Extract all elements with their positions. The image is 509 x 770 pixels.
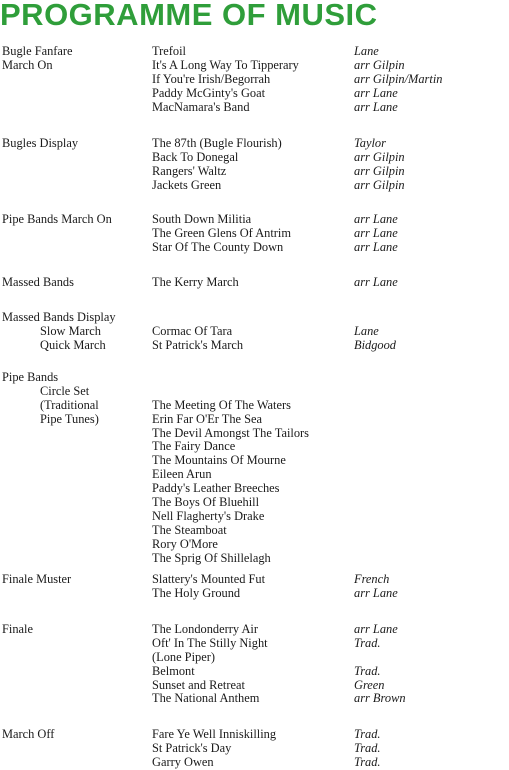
tune-list [152,276,352,290]
composer-credit: arr Lane [354,212,398,226]
tune-title: Jackets Green [152,177,222,192]
composer-credit: arr Gilpin/Martin [354,71,443,86]
composer-credit: arr Lane [354,585,398,600]
tune-title: The Holy Ground [152,585,241,600]
tune-title: South Down Militia [152,212,252,226]
category-subline: Circle Set [40,383,90,398]
tune-title: The Green Glens Of Antrim [152,225,292,240]
composer-credit: arr Lane [354,85,398,100]
tune-title: Eileen Arun [152,467,212,482]
composer-credit: arr Lane [354,239,398,254]
composer-list [354,137,509,193]
tune-title: Sunset and Retreat [152,677,245,692]
composer-credit: Lane [354,323,379,338]
tune-title: Erin Far O'Er The Sea [152,411,263,426]
section-category [2,45,150,73]
composer-list [354,213,509,255]
category-line: March Off [2,727,55,741]
category-line: Massed Bands Display [2,310,116,324]
tune-title: Rory O'More [152,536,218,551]
composer-credit: Trad. [354,754,381,769]
tune-title: Trefoil [152,44,186,58]
tune-title: The National Anthem [152,691,260,706]
composer-credit: Trad. [354,727,381,741]
tune-title [152,385,352,399]
tune-title: Oft' In The Stilly Night [152,635,268,650]
tune-title: The Kerry March [152,275,239,289]
category-subline: Slow March [40,323,101,338]
tune-title: The Steamboat [152,522,227,537]
composer-credit [354,651,509,665]
composer-credit: arr Lane [354,622,398,636]
tune-title: The 87th (Bugle Flourish) [152,136,282,150]
composer-credit: Trad. [354,740,381,755]
section-category [2,728,150,742]
section-category [2,276,150,290]
tune-title: Belmont [152,663,195,678]
tune-title: Garry Owen [152,754,214,769]
category-subline: Pipe Tunes) [40,411,99,426]
composer-credit: Taylor [354,136,386,150]
tune-title [152,371,352,385]
composer-credit: arr Brown [354,691,406,706]
composer-list [354,728,509,770]
section-category [2,311,150,353]
tune-title: If You're Irish/Begorrah [152,71,271,86]
tune-list [152,137,352,193]
category-line: Finale [2,622,33,636]
category-line: Finale Muster [2,572,72,586]
section-category [2,573,150,587]
tune-title: Back To Donegal [152,149,239,164]
composer-credit: French [354,572,390,586]
tune-title: The Mountains Of Mourne [152,453,286,468]
tune-title: The Devil Amongst The Tailors [152,425,309,440]
tune-title: Fare Ye Well Inniskilling [152,727,277,741]
tune-title: The Meeting Of The Waters [152,397,291,412]
composer-list [354,311,509,353]
section-category [2,623,150,637]
composer-credit: Trad. [354,635,381,650]
tune-list [152,213,352,255]
page-title: PROGRAMME OF MUSIC [0,0,378,32]
composer-credit: arr Lane [354,275,398,289]
composer-list [354,276,509,290]
tune-list [152,371,352,565]
tune-title: The Boys Of Bluehill [152,495,260,510]
composer-credit: arr Lane [354,225,398,240]
tune-title: St Patrick's Day [152,740,232,755]
category-line: March On [2,57,53,72]
tune-list [152,728,352,770]
tune-title: (Lone Piper) [152,649,215,664]
composer-credit: arr Gilpin [354,163,405,178]
category-subline: Quick March [40,337,106,352]
tune-list [152,573,352,601]
category-line: Pipe Bands March On [2,212,112,226]
tune-title: The Londonderry Air [152,622,258,636]
composer-credit [354,311,509,325]
tune-title: It's A Long Way To Tipperary [152,57,299,72]
composer-credit: arr Lane [354,99,398,114]
tune-list [152,311,352,353]
tune-title: Slattery's Mounted Fut [152,572,266,586]
composer-credit: Green [354,677,385,692]
composer-list [354,573,509,601]
composer-credit: arr Gilpin [354,57,405,72]
composer-list [354,45,509,114]
section-category [2,213,150,227]
category-line: Bugle Fanfare [2,44,73,58]
category-line: Bugles Display [2,136,79,150]
tune-title: Star Of The County Down [152,239,284,254]
tune-title: Paddy McGinty's Goat [152,85,266,100]
composer-credit: arr Gilpin [354,177,405,192]
tune-title: Nell Flagherty's Drake [152,508,265,523]
category-subline: (Traditional [40,397,99,412]
tune-title: Cormac Of Tara [152,323,233,338]
tune-title: The Sprig Of Shillelagh [152,550,271,565]
tune-list [152,45,352,114]
composer-credit: Lane [354,44,379,58]
composer-credit: arr Gilpin [354,149,405,164]
tune-title: MacNamara's Band [152,99,250,114]
composer-list [354,623,509,706]
section-category [2,137,150,151]
section-category [2,371,150,427]
category-line: Massed Bands [2,275,74,289]
tune-title [152,311,352,325]
composer-credit: Bidgood [354,337,396,352]
tune-title: The Fairy Dance [152,439,236,454]
tune-list [152,623,352,706]
category-line: Pipe Bands [2,370,59,384]
composer-credit: Trad. [354,663,381,678]
tune-title: Paddy's Leather Breeches [152,481,280,496]
tune-title: Rangers' Waltz [152,163,227,178]
tune-title: St Patrick's March [152,337,244,352]
